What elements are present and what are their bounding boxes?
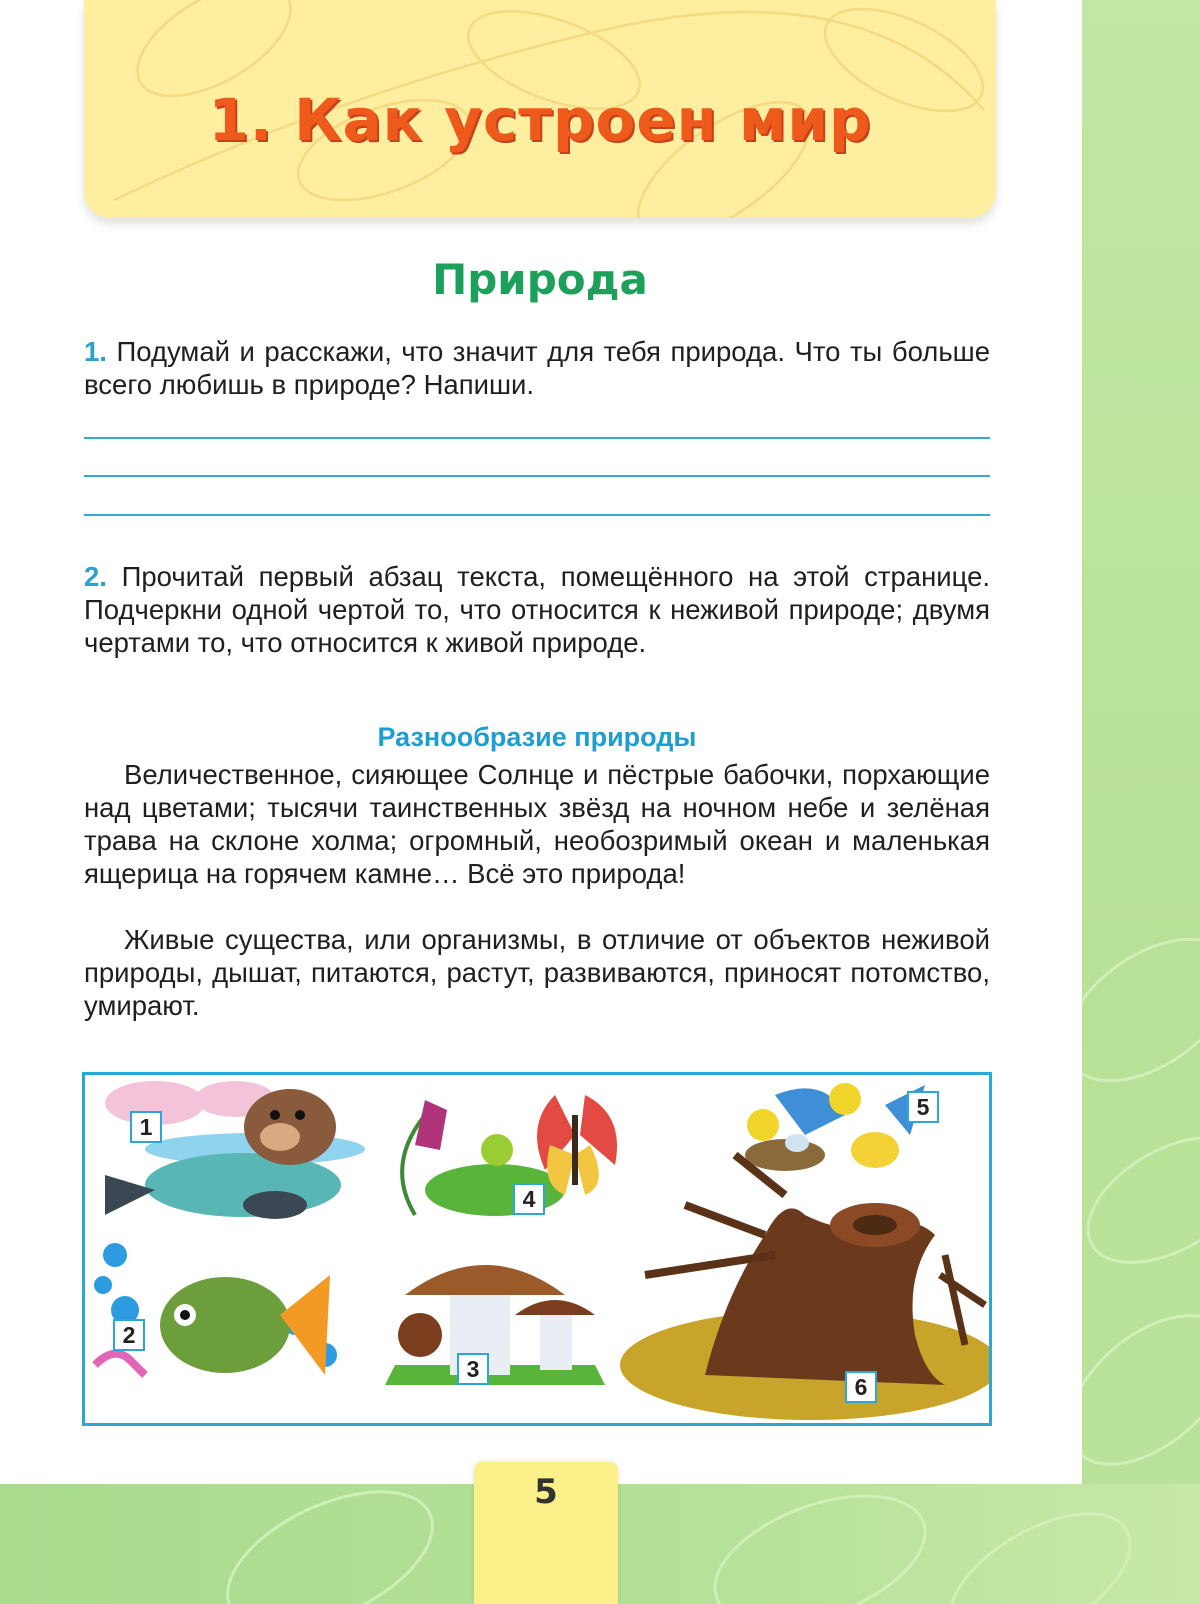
- reading-heading: Разнообразие природы: [377, 722, 697, 752]
- tree-stump-icon: [620, 1155, 989, 1420]
- section-title: Природа: [432, 255, 648, 304]
- answer-line-2[interactable]: [84, 475, 990, 477]
- task-1: [84, 335, 990, 401]
- bird-nest-icon: [745, 1083, 925, 1171]
- figure-tag-1: 1: [130, 1111, 162, 1143]
- figure-tag-3: 3: [457, 1353, 489, 1385]
- task-number: 1.: [84, 336, 107, 367]
- figure-tag-6: 6: [845, 1371, 877, 1403]
- answer-line-1[interactable]: [84, 437, 990, 439]
- seal-icon: [105, 1081, 365, 1219]
- answer-line-3[interactable]: [84, 514, 990, 516]
- fish-icon: [94, 1243, 337, 1375]
- task-text: Подумай и расскажи, что значит для тебя природа. Что ты больше всего любишь в природе? Напиши.: [84, 336, 991, 400]
- mushroom-icon: [385, 1265, 605, 1385]
- nature-illustration: [82, 1072, 992, 1426]
- task-2: [84, 560, 990, 659]
- chapter-title: 1. Как устроен мир: [208, 86, 872, 154]
- reading-paragraph-2: Живые существа, или организмы, в отличие от объектов неживой природы, дышат, питаются, растут, развиваются, приносят потомство, умирают.: [84, 924, 990, 1021]
- chapter-banner: [84, 0, 996, 218]
- task-text: Прочитай первый абзац текста, помещённого на этой странице. Подчеркни одной чертой то, что относится к неживой природе; двумя чертами то, что относится к живой природе.: [84, 561, 991, 658]
- figure-tag-2: 2: [113, 1319, 145, 1351]
- figure-tag-4: 4: [513, 1183, 545, 1215]
- task-number: 2.: [84, 561, 107, 592]
- butterfly-icon: [402, 1095, 617, 1216]
- figure-tag-5: 5: [907, 1091, 939, 1123]
- page-number: 5: [474, 1462, 618, 1604]
- reading-paragraph-1: Величественное, сияющее Солнце и пёстрые бабочки, порхающие над цветами; тысячи таинственных звёзд на ночном небе и зелёная трава на склоне холма; огромный, необозримый океан и маленькая ящерица на горячем камне… Всё это природа!: [84, 759, 990, 889]
